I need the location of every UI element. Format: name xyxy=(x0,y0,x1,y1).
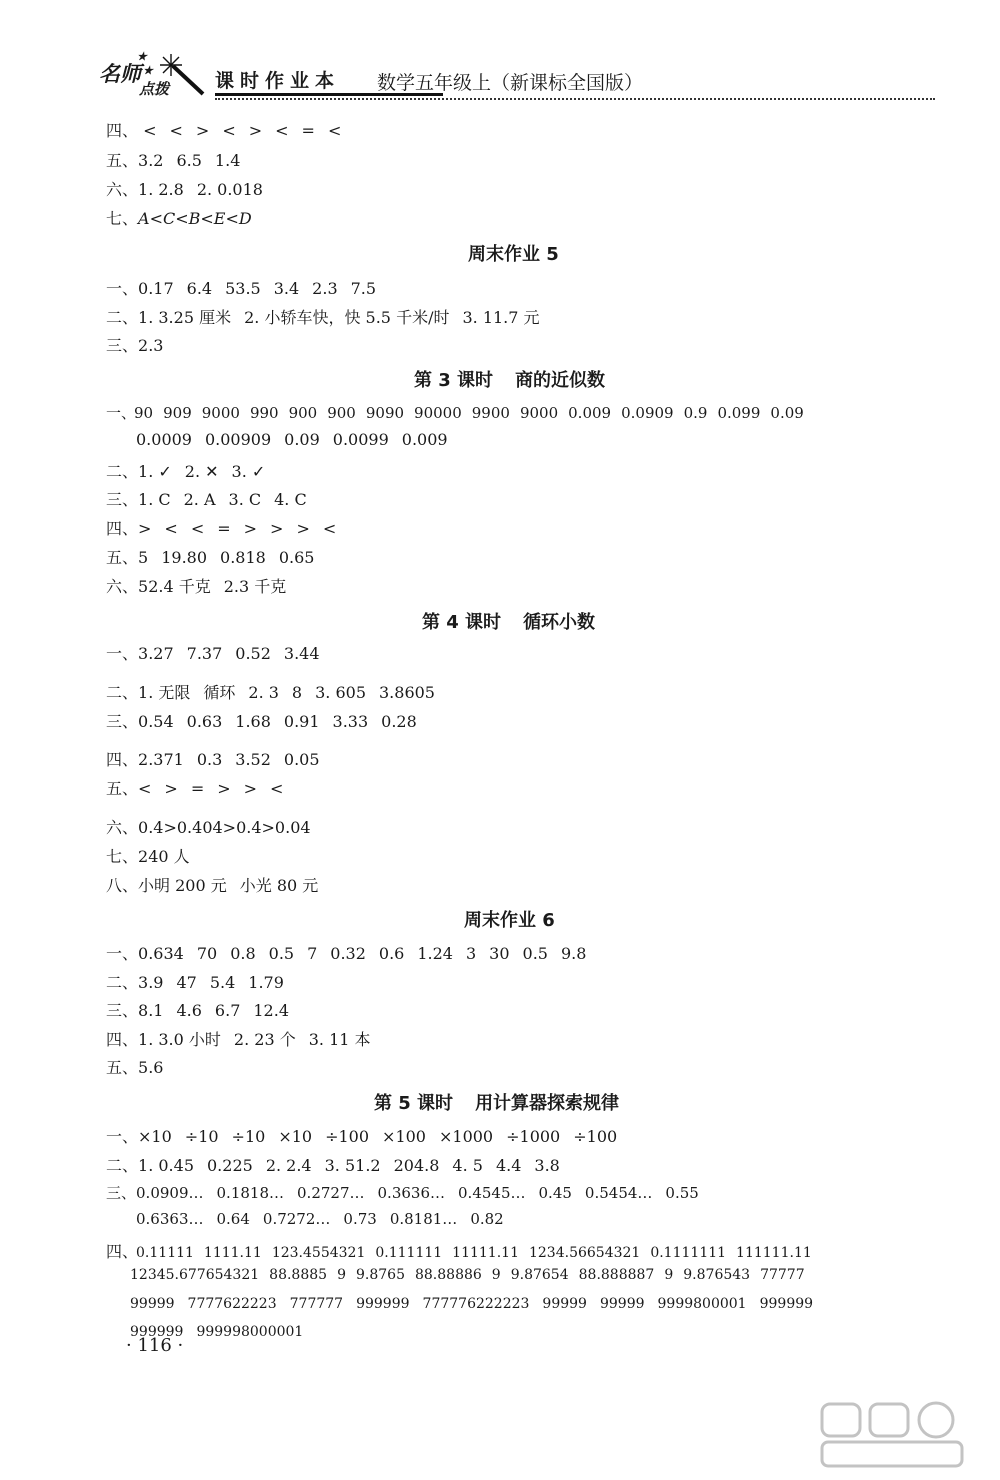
answer-row: 三、0.54 0.63 1.68 0.91 3.33 0.28 xyxy=(106,712,417,731)
section-title: 第 5 课时 用计算器探索规律 xyxy=(374,1093,620,1114)
section-title: 第 3 课时 商的近似数 xyxy=(414,370,606,391)
brand-title: 课时作业本 xyxy=(215,70,341,92)
star-icon: ★ xyxy=(143,64,153,77)
answer-row: 四、2.371 0.3 3.52 0.05 xyxy=(106,750,320,769)
answer-row: 六、0.4>0.404>0.4>0.04 xyxy=(106,818,311,837)
answer-row: 三、2.3 xyxy=(106,336,164,355)
answer-row: 七、240 人 xyxy=(106,847,190,866)
answer-row: 五、3.2 6.5 1.4 xyxy=(106,151,241,170)
page-header xyxy=(95,48,935,98)
answer-row: 99999 7777622223 777777 999999 777776222223 99999 99999 9999800001 999999 xyxy=(130,1296,814,1312)
answer-row: 一、3.27 7.37 0.52 3.44 xyxy=(106,644,320,663)
logo xyxy=(95,50,207,96)
answer-row: 一、0.634 70 0.8 0.5 7 0.32 0.6 1.24 3 30 0.5 9.8 xyxy=(106,944,587,963)
header-divider xyxy=(215,98,935,100)
answer-row: 12345.677654321 88.8885 9 9.8765 88.88886 9 9.87654 88.888887 9 9.876543 77777 xyxy=(130,1267,805,1283)
answer-row: 三、1. C 2. A 3. C 4. C xyxy=(106,490,307,509)
answer-row: 一、90 909 9000 990 900 900 9090 90000 9900 9000 0.009 0.0909 0.9 0.099 0.09 xyxy=(106,404,804,422)
logo-line2: 点拨 xyxy=(139,80,170,98)
answer-row: 五、5 19.80 0.818 0.65 xyxy=(106,548,315,567)
star-icon: ★ xyxy=(137,50,147,63)
answer-row: 六、1. 2.8 2. 0.018 xyxy=(106,180,263,199)
section-title: 第 4 课时 循环小数 xyxy=(422,612,596,633)
answer-row: 二、1. ✓ 2. ✕ 3. ✓ xyxy=(106,462,266,481)
answer-row: 三、0.0909… 0.1818… 0.2727… 0.3636… 0.4545… 0.45 0.5454… 0.55 xyxy=(106,1184,699,1202)
answer-row: 八、小明 200 元 小光 80 元 xyxy=(106,876,319,895)
answer-row: 二、1. 无限 循环 2. 3 8 3. 605 3.8605 xyxy=(106,683,435,702)
answer-row: 999999 999998000001 xyxy=(130,1324,304,1340)
answer-row: 0.6363… 0.64 0.7272… 0.73 0.8181… 0.82 xyxy=(136,1210,504,1228)
answer-row: 一、×10 ÷10 ÷10 ×10 ÷100 ×100 ×1000 ÷1000 ÷100 xyxy=(106,1127,618,1146)
answer-row: 六、52.4 千克 2.3 千克 xyxy=(106,577,287,596)
answer-row: 四、> < < = > > > < xyxy=(106,519,337,538)
answer-row: 四、1. 3.0 小时 2. 23 个 3. 11 本 xyxy=(106,1030,371,1049)
answer-row: 二、1. 3.25 厘米 2. 小轿车快，快 5.5 千米/时 3. 11.7 元 xyxy=(106,308,540,327)
watermark-logo xyxy=(818,1400,968,1470)
sparkle-wand-icon xyxy=(157,50,207,96)
answer-row: 五、5.6 xyxy=(106,1058,164,1077)
answer-row: 四、 < < > < > < = < xyxy=(106,121,342,140)
answer-row: 四、0.11111 1111.11 123.4554321 0.111111 11111.11 1234.56654321 0.1111111 111111.11 xyxy=(106,1242,812,1261)
logo-line1: 名师 xyxy=(99,61,141,86)
answer-row: 二、1. 0.45 0.225 2. 2.4 3. 51.2 204.8 4. 5 4.4 3.8 xyxy=(106,1156,560,1175)
subject-title: 数学五年级上（新课标全国版） xyxy=(377,72,644,94)
section-title: 周末作业 6 xyxy=(464,910,555,931)
answer-row: 七、A<C<B<E<D xyxy=(106,209,252,228)
page-number: · 116 · xyxy=(126,1335,184,1356)
answer-row: 五、< > = > > < xyxy=(106,779,284,798)
answer-row: 三、8.1 4.6 6.7 12.4 xyxy=(106,1001,289,1020)
section-title: 周末作业 5 xyxy=(468,244,559,265)
answer-row: 二、3.9 47 5.4 1.79 xyxy=(106,973,284,992)
answer-row: 0.0009 0.00909 0.09 0.0099 0.009 xyxy=(136,430,448,449)
answer-row: 一、0.17 6.4 53.5 3.4 2.3 7.5 xyxy=(106,279,377,298)
